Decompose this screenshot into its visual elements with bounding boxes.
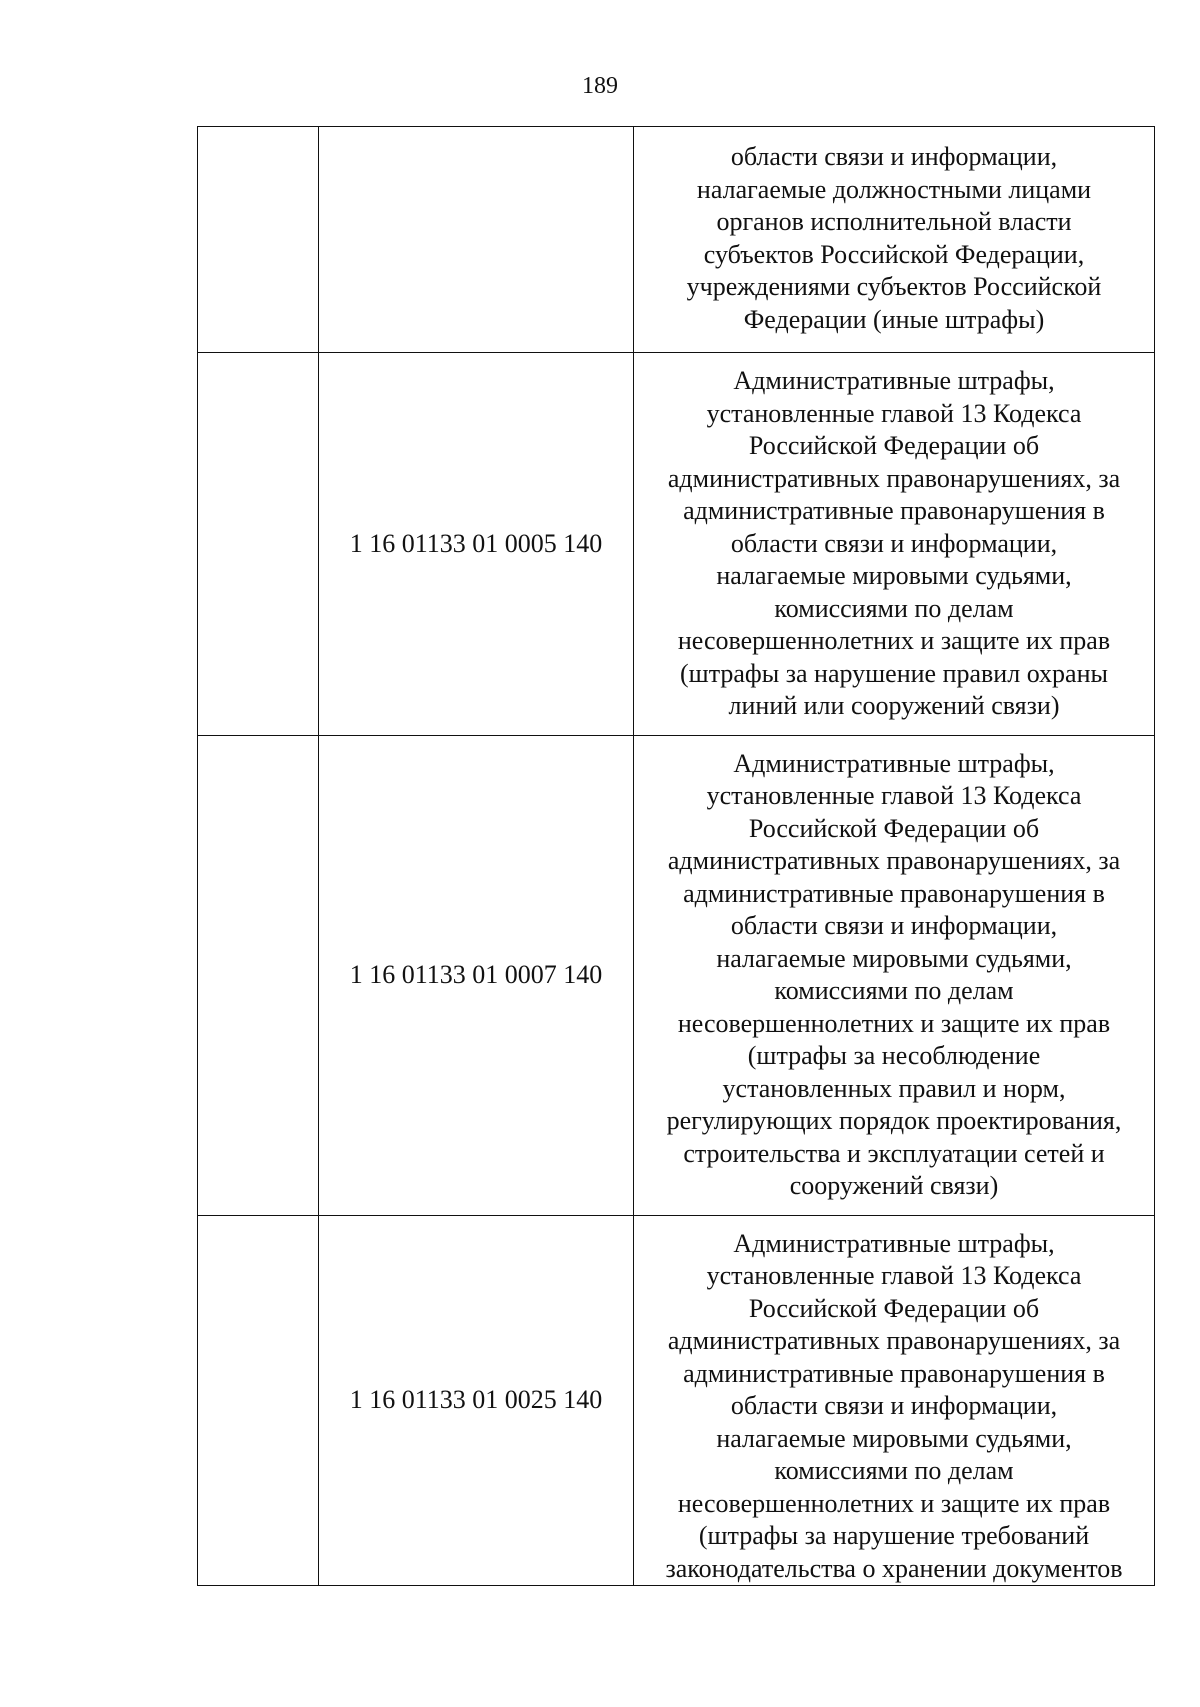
table-row [198, 353, 1155, 736]
code-cell: 1 16 01133 01 0005 140 [319, 353, 634, 736]
budget-codes-table [197, 126, 1155, 1586]
description-cell [634, 735, 1155, 1215]
row-number-cell [198, 353, 319, 736]
row-number-cell [198, 127, 319, 353]
description-text: Административные штрафы, установленные главой 13 Кодекса Российской Федерации об административных правонарушениях, за административные правонарушения в области связи и информации, налагаемые мировыми судьями, комиссиями по делам несовершеннолетних и защите их прав (штрафы за нарушение правил охраны линий или сооружений связи) [667, 366, 1121, 720]
description-text: Административные штрафы, установленные главой 13 Кодекса Российской Федерации об административных правонарушениях, за административные правонарушения в области связи и информации, налагаемые мировыми судьями, комиссиями по делам несовершеннолетних и защите их прав (штрафы за нарушение требований законодательства о хранении документов [665, 1228, 1123, 1583]
code-cell [319, 127, 634, 353]
code-cell: 1 16 01133 01 0025 140 [319, 1215, 634, 1586]
description-cell [634, 1215, 1155, 1586]
code-cell: 1 16 01133 01 0007 140 [319, 735, 634, 1215]
description-text: области связи и информации, налагаемые должностными лицами органов исполнительной власти субъектов Российской Федерации, учреждениями субъектов Российской Федерации (иные штрафы) [686, 142, 1102, 334]
page-number: 189 [582, 73, 618, 99]
table-row [198, 735, 1155, 1215]
table-row [198, 1215, 1155, 1586]
description-text: Административные штрафы, установленные главой 13 Кодекса Российской Федерации об административных правонарушениях, за административные правонарушения в области связи и информации, налагаемые мировыми судьями, комиссиями по делам несовершеннолетних и защите их прав (штрафы за несоблюдение установленных правил и норм, регулирующих порядок проектирования, строительства и эксплуатации сетей и сооружений связи) [666, 748, 1122, 1200]
row-number-cell [198, 1215, 319, 1586]
description-cell [634, 127, 1155, 353]
table-row [198, 127, 1155, 353]
description-cell [634, 353, 1155, 736]
row-number-cell [198, 735, 319, 1215]
